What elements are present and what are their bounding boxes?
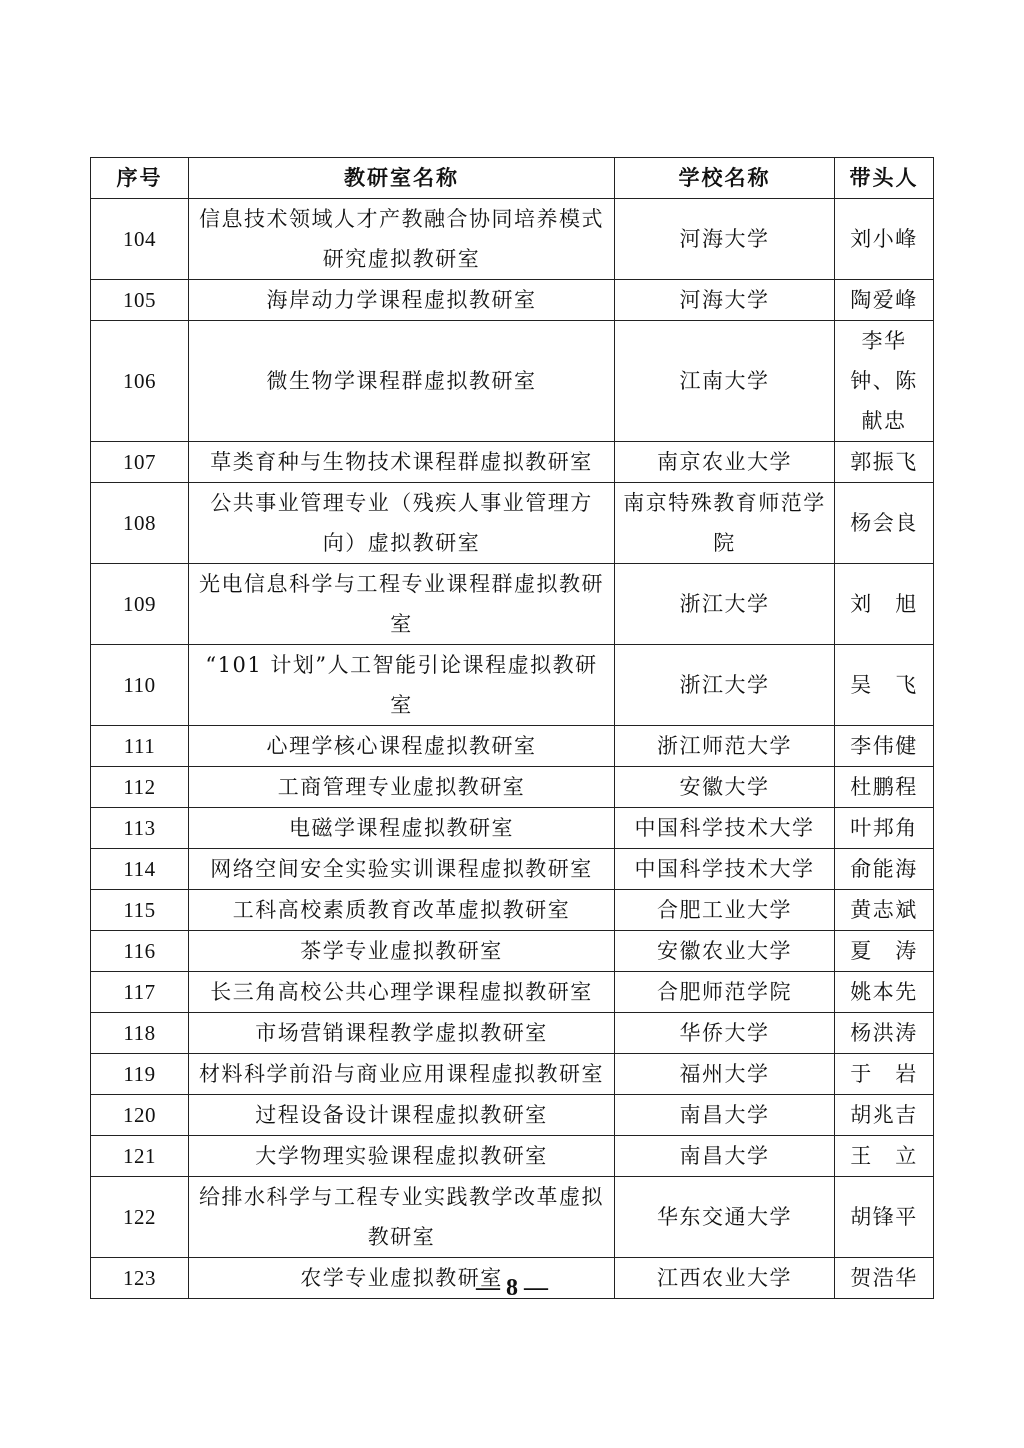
row-index: 110 [91,645,189,726]
row-index: 120 [91,1095,189,1136]
table-row [91,321,934,442]
page-number: — 8 — [476,1275,548,1301]
row-index: 113 [91,808,189,849]
row-index: 108 [91,483,189,564]
row-lab-name: 工科高校素质教育改革虚拟教研室 [189,890,615,931]
table-row [91,1136,934,1177]
row-lab-name: 给排水科学与工程专业实践教学改革虚拟教研室 [189,1177,615,1258]
row-lab-name: 微生物学课程群虚拟教研室 [189,321,615,442]
header-name: 教研室名称 [189,158,615,199]
table-row [91,1013,934,1054]
row-school: 浙江大学 [615,645,835,726]
row-school: 合肥工业大学 [615,890,835,931]
row-index: 117 [91,972,189,1013]
row-lab-name: 市场营销课程教学虚拟教研室 [189,1013,615,1054]
table-row [91,767,934,808]
row-school: 浙江师范大学 [615,726,835,767]
row-lab-name: 电磁学课程虚拟教研室 [189,808,615,849]
row-school: 安徽大学 [615,767,835,808]
row-leader: 杨会良 [835,483,934,564]
row-lab-name: 茶学专业虚拟教研室 [189,931,615,972]
row-school: 安徽农业大学 [615,931,835,972]
row-leader: 李华钟、陈献忠 [835,321,934,442]
row-index: 105 [91,280,189,321]
row-leader: 杜鹏程 [835,767,934,808]
row-school: 南昌大学 [615,1136,835,1177]
lab-list-table [90,157,934,1299]
table-row [91,564,934,645]
row-leader: 夏 涛 [835,931,934,972]
table-row [91,726,934,767]
row-lab-name: 长三角高校公共心理学课程虚拟教研室 [189,972,615,1013]
table-row [91,931,934,972]
row-school: 华侨大学 [615,1013,835,1054]
row-index: 122 [91,1177,189,1258]
row-index: 118 [91,1013,189,1054]
row-index: 121 [91,1136,189,1177]
row-leader: 王 立 [835,1136,934,1177]
row-leader: 刘小峰 [835,199,934,280]
row-leader: 刘 旭 [835,564,934,645]
row-index: 114 [91,849,189,890]
row-index: 115 [91,890,189,931]
table-row [91,808,934,849]
row-index: 119 [91,1054,189,1095]
row-lab-name: 过程设备设计课程虚拟教研室 [189,1095,615,1136]
row-leader: 黄志斌 [835,890,934,931]
row-leader: 俞能海 [835,849,934,890]
row-leader: 吴 飞 [835,645,934,726]
row-lab-name: 心理学核心课程虚拟教研室 [189,726,615,767]
row-school: 华东交通大学 [615,1177,835,1258]
row-lab-name: 网络空间安全实验实训课程虚拟教研室 [189,849,615,890]
row-lab-name: 材料科学前沿与商业应用课程虚拟教研室 [189,1054,615,1095]
row-leader: 陶爱峰 [835,280,934,321]
row-leader: 姚本先 [835,972,934,1013]
row-index: 111 [91,726,189,767]
row-leader: 贺浩华 [835,1258,934,1299]
table-row [91,483,934,564]
row-school: 河海大学 [615,280,835,321]
row-school: 合肥师范学院 [615,972,835,1013]
row-index: 116 [91,931,189,972]
row-leader: 于 岩 [835,1054,934,1095]
row-leader: 郭振飞 [835,442,934,483]
table-row [91,199,934,280]
row-lab-name: 海岸动力学课程虚拟教研室 [189,280,615,321]
row-lab-name: “101 计划”人工智能引论课程虚拟教研室 [189,645,615,726]
row-school: 南京特殊教育师范学院 [615,483,835,564]
row-leader: 胡兆吉 [835,1095,934,1136]
table-row [91,849,934,890]
row-lab-name: 草类育种与生物技术课程群虚拟教研室 [189,442,615,483]
table-row [91,890,934,931]
document-table-container [90,157,933,1299]
table-row [91,645,934,726]
row-leader: 叶邦角 [835,808,934,849]
table-header-row [91,158,934,199]
row-index: 123 [91,1258,189,1299]
row-lab-name: 大学物理实验课程虚拟教研室 [189,1136,615,1177]
row-school: 中国科学技术大学 [615,849,835,890]
row-leader: 李伟健 [835,726,934,767]
row-index: 109 [91,564,189,645]
header-leader: 带头人 [835,158,934,199]
row-index: 107 [91,442,189,483]
row-index: 112 [91,767,189,808]
table-row [91,1054,934,1095]
table-row [91,1177,934,1258]
row-school: 中国科学技术大学 [615,808,835,849]
table-row [91,280,934,321]
row-school: 河海大学 [615,199,835,280]
row-index: 104 [91,199,189,280]
row-leader: 胡锋平 [835,1177,934,1258]
row-leader: 杨洪涛 [835,1013,934,1054]
row-lab-name: 信息技术领域人才产教融合协同培养模式研究虚拟教研室 [189,199,615,280]
row-lab-name: 公共事业管理专业（残疾人事业管理方向）虚拟教研室 [189,483,615,564]
row-school: 江西农业大学 [615,1258,835,1299]
table-row [91,972,934,1013]
row-school: 福州大学 [615,1054,835,1095]
row-school: 江南大学 [615,321,835,442]
row-school: 南昌大学 [615,1095,835,1136]
row-school: 浙江大学 [615,564,835,645]
row-lab-name: 农学专业虚拟教研室 [189,1258,615,1299]
row-index: 106 [91,321,189,442]
row-lab-name: 光电信息科学与工程专业课程群虚拟教研室 [189,564,615,645]
table-row [91,442,934,483]
row-lab-name: 工商管理专业虚拟教研室 [189,767,615,808]
header-school: 学校名称 [615,158,835,199]
row-school: 南京农业大学 [615,442,835,483]
table-row [91,1095,934,1136]
header-index: 序号 [91,158,189,199]
